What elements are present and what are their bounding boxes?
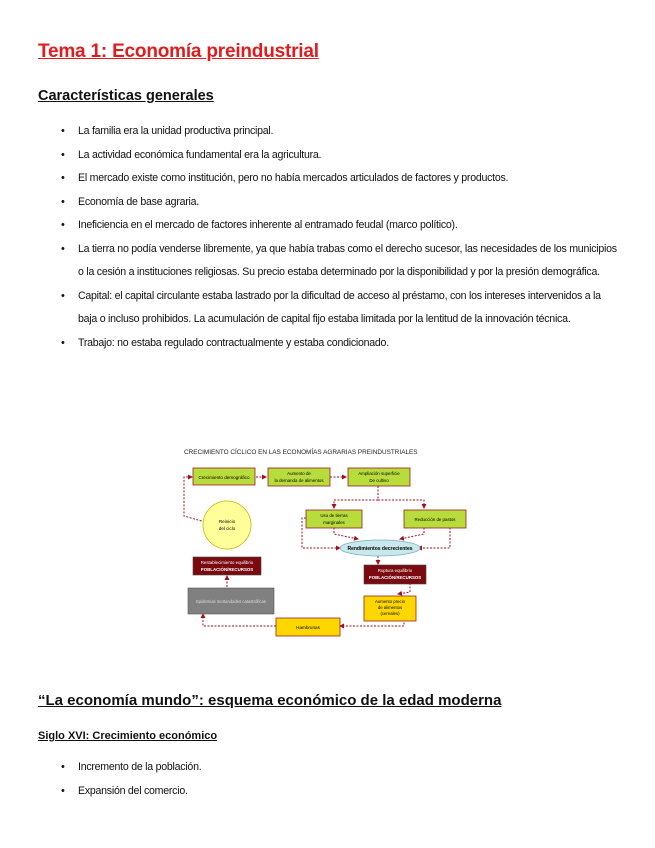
svg-text:Aumento precio: Aumento precio bbox=[374, 599, 406, 604]
svg-text:Ruptura equilibrio: Ruptura equilibrio bbox=[377, 568, 413, 573]
subheading-siglo-xvi: Siglo XVI: Crecimiento económico bbox=[38, 730, 218, 742]
svg-text:Restablecimiento equilibrio: Restablecimiento equilibrio bbox=[200, 560, 254, 565]
node-crecimiento-demografico bbox=[193, 468, 255, 485]
svg-text:marginales: marginales bbox=[323, 520, 345, 525]
list-item: • La tierra no podía venderse libremente, ya que había trabas como el derecho sucesor, las necesidades de los municipios o la cesión a instituciones religiosas. Su precio estaba determinado por la disponibilidad y por la presión demográfica. bbox=[39, 238, 619, 285]
cycle-diagram bbox=[178, 444, 498, 640]
svg-text:Uso de tierras: Uso de tierras bbox=[320, 513, 348, 518]
svg-text:De cultivo: De cultivo bbox=[369, 478, 389, 483]
svg-text:POBLACIÓN/RECURSOS: POBLACIÓN/RECURSOS bbox=[368, 575, 422, 580]
page-title: Tema 1: Economía preindustrial bbox=[38, 41, 319, 62]
node-aumento-precio bbox=[364, 596, 416, 621]
svg-text:(cereales): (cereales) bbox=[380, 611, 400, 616]
svg-text:del ciclo: del ciclo bbox=[218, 526, 236, 531]
list-item: • Incremento de la población. bbox=[39, 756, 619, 780]
node-ampliacion-superficie bbox=[348, 468, 410, 486]
section-heading-economia-mundo: “La economía mundo”: esquema económico de la edad moderna bbox=[38, 692, 502, 709]
svg-text:Ampliación superficie: Ampliación superficie bbox=[358, 471, 400, 476]
svg-text:Aumento de: Aumento de bbox=[287, 471, 311, 476]
list-item: • Capital: el capital circulante estaba lastrado por la dificultad de acceso al préstamo, con los intereses intervenidos a la baja o incluso prohibidos. La acumulación de capital fijo estaba limitada por la lentitud de la innovación técnica. bbox=[39, 285, 619, 332]
node-hambrunas bbox=[276, 618, 340, 636]
diagram-title: CRECIMIENTO CÍCLICO EN LAS ECONOMÍAS AGRARIAS PREINDUSTRIALES bbox=[184, 449, 418, 456]
svg-text:la demanda de alimentos: la demanda de alimentos bbox=[274, 478, 324, 483]
svg-text:Reinicio: Reinicio bbox=[218, 519, 236, 524]
list-item: • Expansión del comercio. bbox=[39, 780, 619, 804]
list-item: • La familia era la unidad productiva principal. bbox=[39, 120, 619, 144]
node-uso-tierras-marginales bbox=[306, 510, 362, 528]
list-item: • La actividad económica fundamental era la agricultura. bbox=[39, 144, 619, 168]
list-item: • Trabajo: no estaba regulado contractualmente y estaba condicionado. bbox=[39, 332, 619, 356]
svg-text:Crecimiento demográfico: Crecimiento demográfico bbox=[198, 475, 250, 480]
node-ruptura-equilibrio bbox=[364, 565, 426, 584]
svg-text:Rendimientos decrecientes: Rendimientos decrecientes bbox=[347, 546, 413, 552]
siglo-xvi-list bbox=[39, 756, 619, 803]
section-heading-caracteristicas: Características generales bbox=[38, 88, 214, 104]
characteristics-list bbox=[39, 120, 619, 355]
list-item: • El mercado existe como institución, pero no había mercados articulados de factores y productos. bbox=[39, 167, 619, 191]
list-item: • Economía de base agraria. bbox=[39, 191, 619, 215]
list-item: • Ineficiencia en el mercado de factores inherente al entramado feudal (marco político). bbox=[39, 214, 619, 238]
svg-text:Hambrunas: Hambrunas bbox=[296, 625, 320, 630]
node-reinicio-ciclo bbox=[203, 501, 251, 549]
svg-text:de alimentos: de alimentos bbox=[377, 605, 403, 610]
node-reduccion-pastos bbox=[404, 510, 466, 528]
node-rendimientos-decrecientes bbox=[340, 540, 420, 556]
node-epidemias bbox=[188, 588, 274, 614]
node-restablecimiento-equilibrio bbox=[193, 557, 261, 575]
svg-text:Reducción de pastos: Reducción de pastos bbox=[414, 517, 456, 522]
svg-text:POBLACIÓN/RECURSOS: POBLACIÓN/RECURSOS bbox=[200, 567, 254, 572]
node-aumento-demanda bbox=[268, 468, 330, 486]
svg-text:Epidemias mortandades catastró: Epidemias mortandades catastróficas bbox=[196, 599, 266, 604]
